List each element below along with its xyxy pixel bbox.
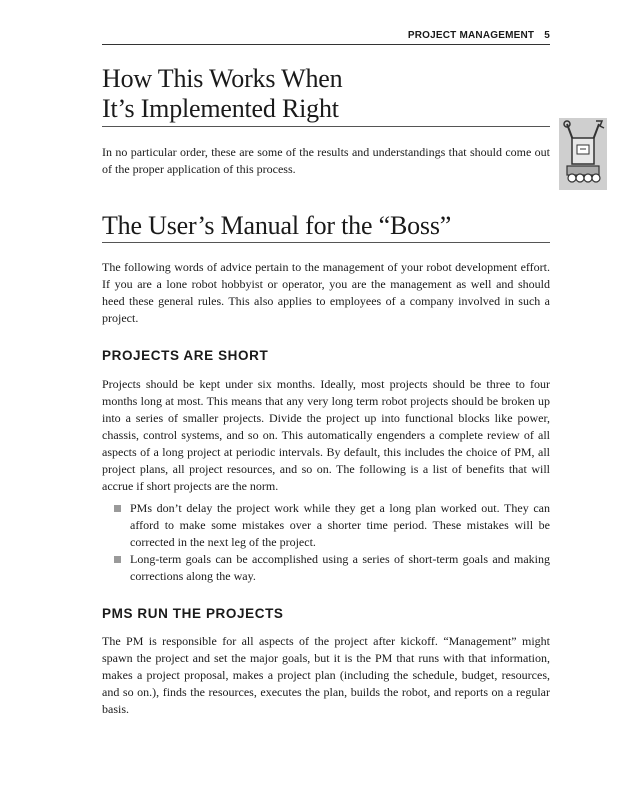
section2-intro-paragraph: The following words of advice pertain to the management of your robot development effort. If you are a lone robot hobbyist or operator, you are the management as well and should heed these general rules. This also applies to employees of a company involved in such a project. <box>102 260 550 325</box>
list-item-text: PMs don’t delay the project work while they get a long plan worked out. They can afford to make some mistakes over a shorter time period. These mistakes will be corrected in the next leg of the project. <box>130 501 550 549</box>
heading-pms-run-the-projects: PMS RUN THE PROJECTS <box>102 606 284 621</box>
running-header <box>102 30 550 44</box>
robot-icon <box>558 118 608 190</box>
bullet-square-icon <box>114 556 121 563</box>
bullet-square-icon <box>114 505 121 512</box>
section1-intro-paragraph: In no particular order, these are some of the results and understandings that should come out of the proper application of this process. <box>102 145 550 176</box>
heading-projects-are-short: PROJECTS ARE SHORT <box>102 348 269 363</box>
list-item <box>102 551 550 585</box>
projects-short-paragraph: Projects should be kept under six months. Ideally, most projects should be three to four months long at most. This means that any very long term robot projects should be broken up into a series of smaller projects. Divide the project up into functional blocks like power, chassis, control systems, and so on. This automatically engenders a complete review of all aspects of a long project at periodic intervals. By default, this includes the choice of PM, all project plans, all project resources, and so on. The following is a list of benefits that will accrue if short projects are the norm. <box>102 377 550 493</box>
list-item <box>102 500 550 551</box>
section-title-line-1: How This Works When <box>102 64 343 93</box>
pms-run-paragraph: The PM is responsible for all aspects of the project after kickoff. “Management” might spawn the project and set the major goals, but it is the PM that runs with that information, makes a project proposal, makes a project plan (including the schedule, budget, resources, and so on.), finds the resources, executes the plan, builds the robot, and reports on a regular basis. <box>102 634 550 716</box>
benefits-list <box>102 500 550 585</box>
section-title-rule <box>102 126 550 127</box>
running-header-section: PROJECT MANAGEMENT <box>407 30 535 41</box>
list-item-text: Long-term goals can be accomplished using a series of short-term goals and making corrections along the way. <box>130 552 550 583</box>
section-title-line-2: It’s Implemented Right <box>102 94 339 123</box>
section-title-users-manual: The User’s Manual for the “Boss” <box>102 211 452 240</box>
page-number: 5 <box>544 30 550 41</box>
section-title-how-this-works <box>102 64 342 124</box>
section-title-rule-2 <box>102 242 550 243</box>
header-rule <box>102 44 550 45</box>
